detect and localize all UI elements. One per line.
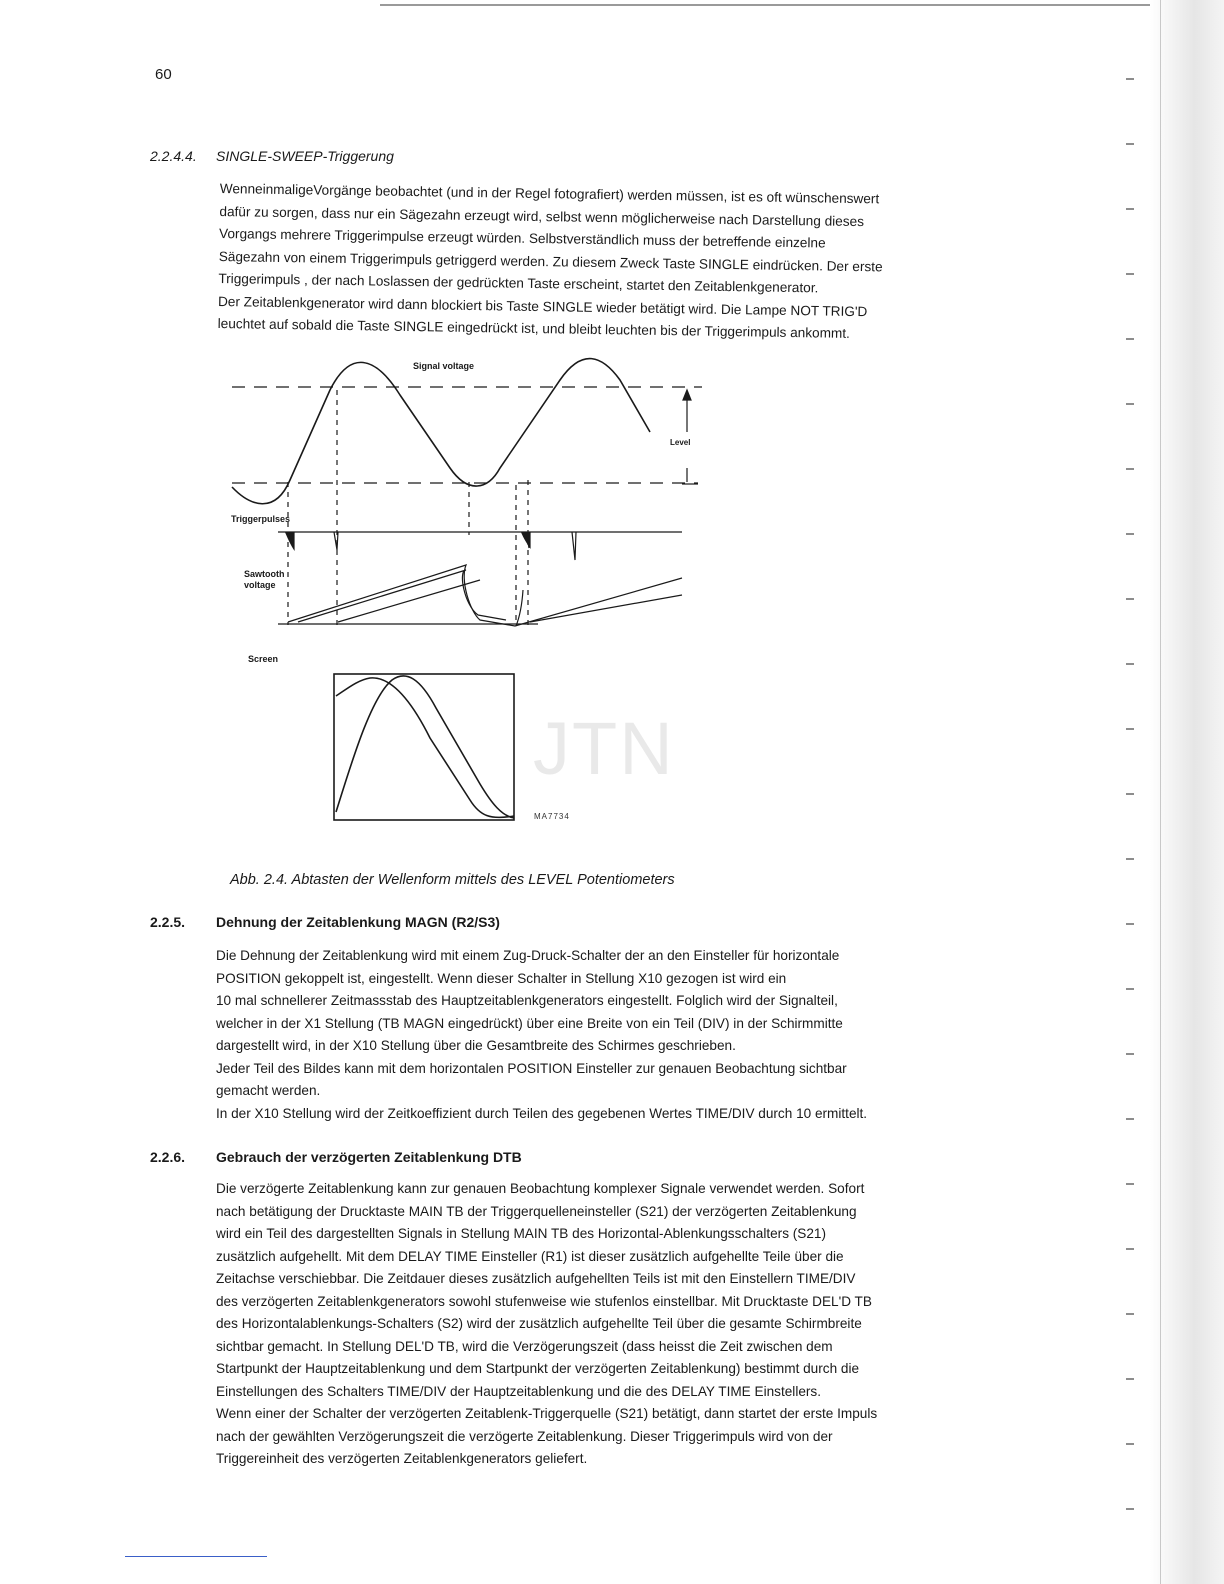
section-number: 2.2.4.4. — [150, 148, 197, 164]
page-edge-line — [1160, 0, 1161, 1584]
sawtooth-label-line1: Sawtooth — [244, 569, 285, 579]
text-line: nach der gewählten Verzögerungszeit die verzögerte Zeitablenkung. Dieser Triggerimpuls wird von der — [216, 1428, 833, 1444]
sawtooth-voltage — [338, 580, 480, 622]
text-line: des verzögerten Zeitablenkgenerators sowohl stufenweise wie stufenlos einstellbar. Mit Drucktaste DEL'D TB — [216, 1293, 872, 1309]
binding-mark — [1126, 143, 1134, 145]
top-rule — [380, 4, 1170, 6]
binding-mark — [1126, 1313, 1134, 1315]
section-title: SINGLE-SWEEP-Triggerung — [216, 148, 394, 164]
binding-mark — [1126, 1248, 1134, 1250]
binding-mark — [1126, 923, 1134, 925]
binding-mark — [1126, 468, 1134, 470]
section-heading-225 — [150, 914, 500, 930]
screen-frame — [334, 674, 514, 820]
screen-trace — [336, 676, 514, 818]
sawtooth-voltage — [530, 595, 682, 622]
text-line: nach betätigung der Drucktaste MAIN TB der Triggerquelleneinsteller (S21) der verzögerten Zeitablenkung — [216, 1203, 857, 1219]
binding-mark — [1126, 793, 1134, 795]
text-line: dafür zu sorgen, dass nur ein Sägezahn erzeugt wird, selbst wenn möglicherweise nach Darstellung dieses — [219, 203, 865, 229]
signal-voltage-wave — [232, 359, 650, 504]
paragraph-226 — [216, 1178, 1056, 1471]
binding-mark — [1126, 1443, 1134, 1445]
level-label: Level — [670, 438, 691, 447]
text-line: Die verzögerte Zeitablenkung kann zur genauen Beobachtung komplexer Signale verwendet werden. Sofort — [216, 1181, 865, 1196]
binding-mark — [1126, 1378, 1134, 1380]
binding-mark — [1126, 858, 1134, 860]
text-line: sichtbar gemacht. In Stellung DEL'D TB, wird die Verzögerungszeit (dass heisst die Zeit zwischen dem — [216, 1338, 833, 1354]
text-line: Der Zeitablenkgenerator wird dann blockiert bis Taste SINGLE wieder betätigt wird. Die Lampe NOT TRIG'D — [217, 293, 868, 319]
binding-mark — [1126, 338, 1134, 340]
text-line: Wenn einer der Schalter der verzögerten Zeitablenk-Triggerquelle (S21) betätigt, dann startet der erste Impuls — [216, 1406, 878, 1421]
text-line: zusätzlich aufgehellt. Mit dem DELAY TIME Einsteller (R1) ist dieser zusätzlich aufgehellte Teile über die — [216, 1248, 844, 1264]
text-line: wird ein Teil des dargestellten Signals in Stellung MAIN TB des Horizontal-Ablenkungsschalters (S21) — [216, 1226, 827, 1241]
binding-mark — [1126, 208, 1134, 210]
text-line: gemacht werden. — [216, 1083, 321, 1098]
paragraph-225 — [216, 945, 1056, 1125]
trigger-pulse-fill — [522, 533, 530, 547]
text-line: Die Dehnung der Zeitablenkung wird mit einem Zug-Druck-Schalter der an den Einsteller für horizontale — [216, 948, 840, 963]
text-line: Jeder Teil des Bildes kann mit dem horizontalen POSITION Einsteller zur genauen Beobachtung sichtbar — [216, 1060, 847, 1076]
text-line: Vorgangs mehrere Triggerimpulse erzeugt würden. Selbstverständlich muss der betreffende einzelne — [219, 225, 826, 251]
screen-label: Screen — [248, 654, 279, 664]
trigger-timing-diagram — [220, 350, 720, 640]
binding-mark — [1126, 1053, 1134, 1055]
binding-mark — [1126, 533, 1134, 535]
binding-mark — [1126, 273, 1134, 275]
figure-code: MA7734 — [534, 812, 570, 821]
text-line: Startpunkt der Hauptzeitablenkung und dem Startpunkt der verzögerten Zeitablenkung) bestimmt durch die — [216, 1361, 860, 1376]
watermark: JTN — [533, 707, 675, 790]
text-line: Zeitachse verschiebbar. Die Zeitdauer dieses zusätzlich aufgehellten Teils ist mit den Einstellern TIME/DIV — [216, 1271, 856, 1286]
text-line: In der X10 Stellung wird der Zeitkoeffizient durch Teilen des gegebenen Wertes TIME/DIV durch 10 ermittelt. — [216, 1105, 868, 1121]
section-number: 2.2.6. — [150, 1149, 186, 1165]
binding-mark — [1126, 1118, 1134, 1120]
text-line: welcher in der X1 Stellung (TB MAGN eingedrückt) über eine Breite von ein Teil (DIV) in der Schirmmitte — [216, 1015, 843, 1031]
trigger-pulse — [572, 532, 576, 560]
level-arrow-head-up — [683, 390, 691, 400]
sawtooth-flyback — [516, 590, 523, 626]
footnote-rule — [125, 1556, 267, 1557]
sawtooth-label-line2: voltage — [244, 580, 276, 590]
text-line: leuchtet auf sobald die Taste SINGLE eingedrückt ist, und bleibt leuchten bis der Triggerimpuls ankommt. — [217, 315, 850, 341]
paragraph-2244 — [218, 178, 1060, 349]
text-line: 10 mal schnellerer Zeitmassstab des Hauptzeitablenkgenerators eingestellt. Folglich wird der Signalteil, — [216, 993, 838, 1008]
section-heading-226 — [150, 1149, 522, 1165]
section-heading-2244 — [150, 148, 394, 164]
binding-mark — [1126, 1508, 1134, 1510]
binding-mark — [1126, 403, 1134, 405]
triggerpulses-label: Triggerpulses — [231, 514, 291, 524]
trigger-pulse-fill — [286, 533, 294, 549]
section-number: 2.2.5. — [150, 914, 186, 930]
section-title: Dehnung der Zeitablenkung MAGN (R2/S3) — [216, 914, 500, 930]
text-line: dargestellt wird, in der X10 Stellung über die Gesamtbreite des Schirmes geschrieben. — [216, 1038, 736, 1053]
section-title: Gebrauch der verzögerten Zeitablenkung DTB — [216, 1149, 522, 1165]
text-line: Einstellungen des Schalters TIME/DIV der Hauptzeitablenkung und die des DELAY TIME Einstellers. — [216, 1383, 821, 1399]
text-line: Sägezahn von einem Triggerimpuls getriggerd werden. Zu diesem Zweck Taste SINGLE eindrücken. Der erste — [218, 248, 883, 274]
text-line: Triggereinheit des verzögerten Zeitablenkgenerators geliefert. — [216, 1451, 588, 1466]
screen-display-diagram — [330, 668, 525, 828]
page-number: 60 — [155, 66, 172, 83]
binding-mark — [1126, 78, 1134, 80]
text-line: Triggerimpuls , der nach Loslassen der gedrückten Taste erscheint, startet den Zeitablenkgenerator. — [218, 270, 819, 296]
binding-mark — [1126, 988, 1134, 990]
trigger-pulse — [334, 532, 338, 550]
text-line: POSITION gekoppelt ist, eingestellt. Wenn dieser Schalter in Stellung X10 gezogen ist wird ein — [216, 970, 787, 986]
binding-mark — [1126, 728, 1134, 730]
signal-voltage-label: Signal voltage — [413, 361, 475, 371]
binding-mark — [1126, 663, 1134, 665]
page-edge-shadow — [1150, 0, 1224, 1584]
text-line: WenneinmaligeVorgänge beobachtet (und in der Regel fotografiert) werden müssen, ist es oft wünschenswert — [219, 180, 880, 207]
binding-mark — [1126, 598, 1134, 600]
figure-caption: Abb. 2.4. Abtasten der Wellenform mittels des LEVEL Potentiometers — [230, 872, 675, 888]
text-line: des Horizontalablenkungs-Schalters (S2) wird der zusätzlich aufgehellte Teil über die gesamte Schirmbreite — [216, 1316, 862, 1331]
binding-mark — [1126, 1183, 1134, 1185]
